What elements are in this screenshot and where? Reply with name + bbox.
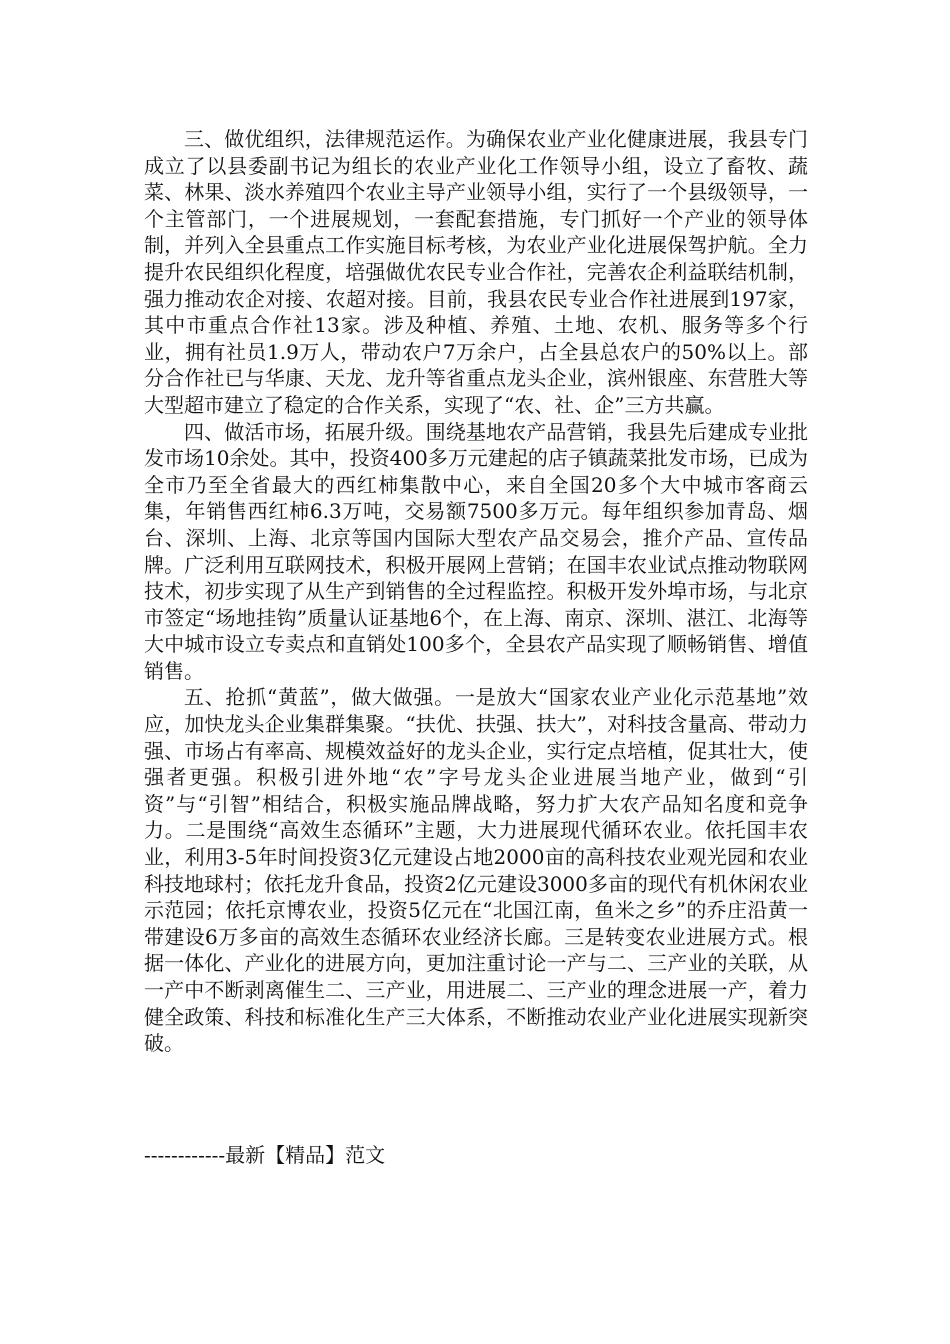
paragraph-development: 五、抢抓“黄蓝”，做大做强。一是放大“国家农业产业化示范基地”效应，加快龙头企业集群集聚。“扶优、扶强、扶大”，对科技含量高、带动力强、市场占有率高、规模效益好的龙头企业，实行定点培植，促其壮大，使强者更强。积极引进外地“农”字号龙头企业进展当地产业，做到“引资”与“引智”相结合，积极实施品牌战略，努力扩大农产品知名度和竞争力。二是围绕“高效生态循环”主题，大力进展现代循环农业。依托国丰农业，利用3-5年时间投资3亿元建设占地2000亩的高科技农业观光园和农业科技地球村；依托龙升食品，投资2亿元建设3000多亩的现代有机休闲农业示范园；依托京博农业，投资5亿元在“北国江南，鱼米之乡”的乔庄沿黄一带建设6万多亩的高效生态循环农业经济长廊。三是转变农业进展方式。根据一体化、产业化的进展方向，更加注重讨论一产与二、三产业的关联，从一产中不断剥离催生二、三产业，用进展二、三产业的理念进展一产，着力健全政策、科技和标准化生产三大体系，不断推动农业产业化进展实现新突破。 xyxy=(144,685,808,1056)
document-footer: ------------最新【精品】范文 xyxy=(144,1143,386,1167)
paragraph-market: 四、做活市场，拓展升级。围绕基地农产品营销，我县先后建成专业批发市场10余处。其中，投资400多万元建起的店子镇蔬菜批发市场，已成为全市乃至全省最大的西红柿集散中心，来自全国20多个大中城市客商云集，年销售西红柿6.3万吨，交易额7500多万元。每年组织参加青岛、烟台、深圳、上海、北京等国内国际大型农产品交易会，推介产品、宣传品牌。广泛利用互联网技术，积极开展网上营销；在国丰农业试点推动物联网技术，初步实现了从生产到销售的全过程监控。积极开发外埠市场，与北京市签定“场地挂钩”质量认证基地6个，在上海、南京、深圳、湛江、北海等大中城市设立专卖点和直销处100多个，全县农产品实现了顺畅销售、增值销售。 xyxy=(144,419,808,683)
paragraph-organization: 三、做优组织，法律规范运作。为确保农业产业化健康进展，我县专门成立了以县委副书记为组长的农业产业化工作领导小组，设立了畜牧、蔬菜、林果、淡水养殖四个农业主导产业领导小组，实行了一个县级领导，一个主管部门，一个进展规划，一套配套措施，专门抓好一个产业的领导体制，并列入全县重点工作实施目标考核，为农业产业化进展保驾护航。全力提升农民组织化程度，培强做优农民专业合作社，完善农企利益联结机制，强力推动农企对接、农超对接。目前，我县农民专业合作社进展到197家，其中市重点合作社13家。涉及种植、养殖、土地、农机、服务等多个行业，拥有社员1.9万人，带动农户7万余户，占全县总农户的50%以上。部分合作社已与华康、天龙、龙升等省重点龙头企业，滨州银座、东营胜大等大型超市建立了稳定的合作关系，实现了“农、社、企”三方共赢。 xyxy=(144,127,808,417)
document-body xyxy=(144,126,808,1057)
